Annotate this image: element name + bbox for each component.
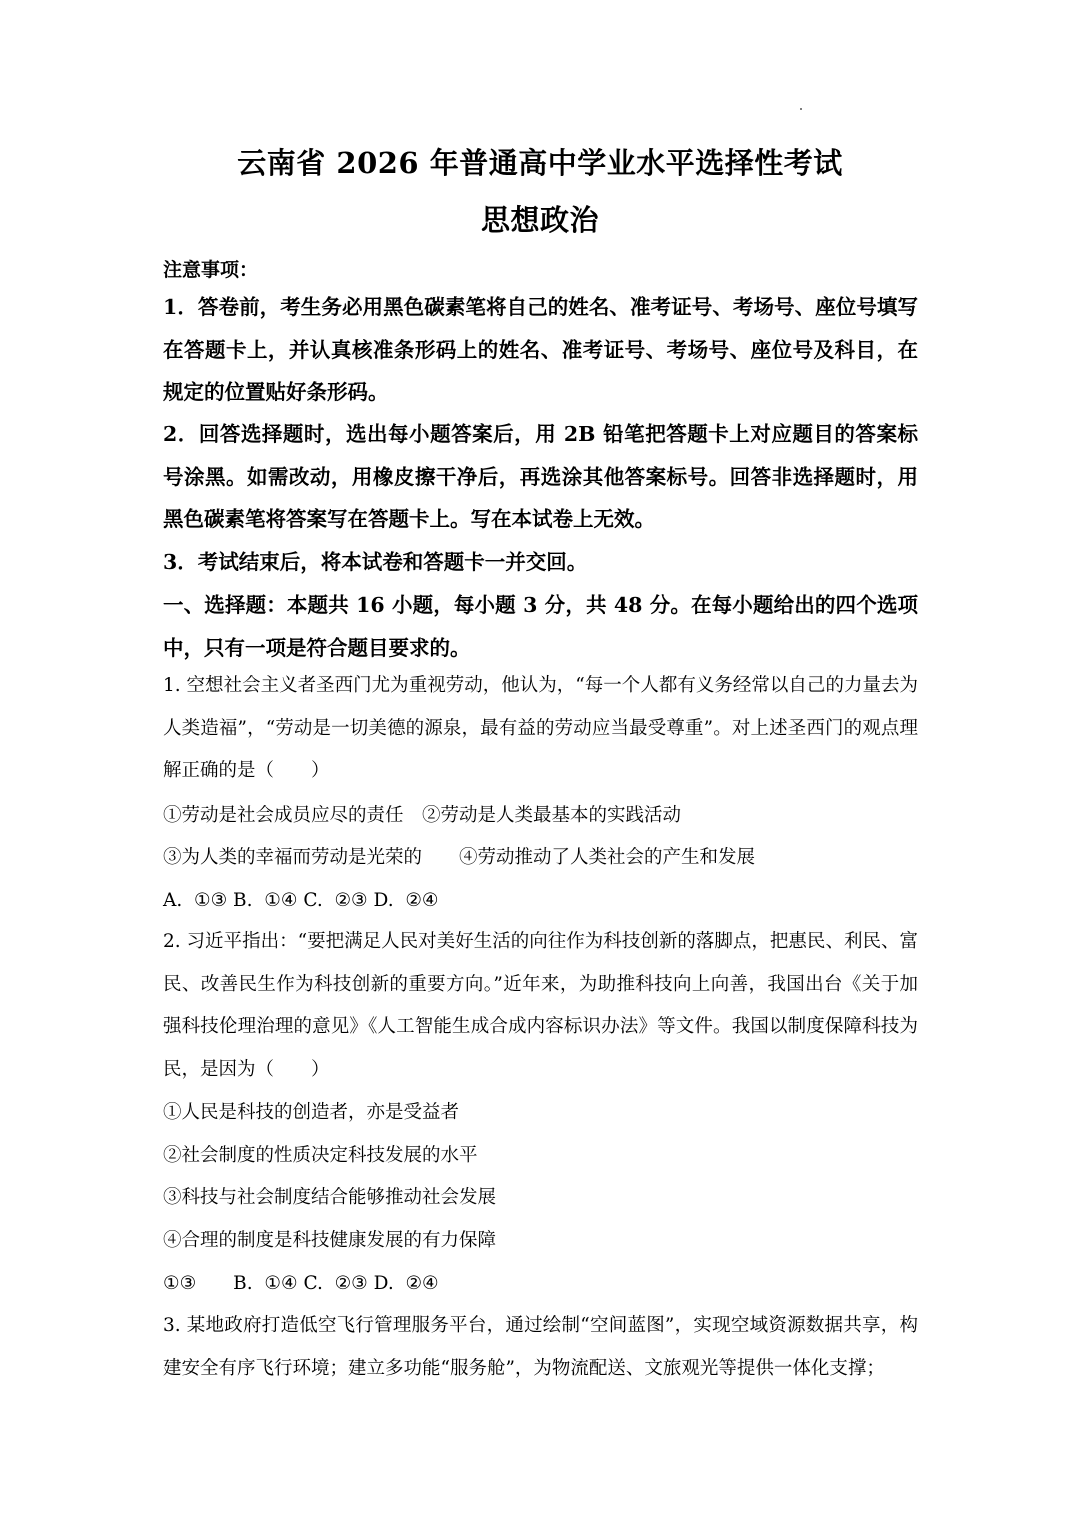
exam-subject: 思想政治 [480, 203, 599, 237]
question-2-option-3: ③科技与社会制度结合能够推动社会发展 [163, 1187, 497, 1208]
question-2-option-1: ①人民是科技的创造者，亦是受益者 [163, 1102, 460, 1123]
question-1-stem: 1. 空想社会主义者圣西门尤为重视劳动，他认为，“每一个人都有义务经常以自己的力量去为人类造福”，“劳动是一切美德的源泉，最有益的劳动应当最受尊重”。对上述圣西门的观点理解正确的是（ ） [163, 675, 918, 781]
notice-heading: 注意事项： [163, 259, 259, 281]
question-2-stem: 2. 习近平指出：“要把满足人民对美好生活的向往作为科技创新的落脚点，把惠民、利民、富民、改善民生作为科技创新的重要方向。”近年来，为助推科技向上向善，我国出台《关于加强科技伦理治理的意见》《人工智能生成合成内容标识办法》等文件。我国以制度保障科技为民，是因为（ ） [163, 931, 918, 1080]
question-1-option-a: ①劳动是社会成员应尽的责任 ②劳动是人类最基本的实践活动 [163, 805, 682, 826]
question-1-option-b: ③为人类的幸福而劳动是光荣的 ④劳动推动了人类社会的产生和发展 [163, 847, 756, 868]
question-3-stem: 3. 某地政府打造低空飞行管理服务平台，通过绘制“空间蓝图”，实现空域资源数据共享，构建安全有序飞行环境；建立多功能“服务舱”，为物流配送、文旅观光等提供一体化支撑； [163, 1315, 918, 1379]
notice-item-3: 3．考试结束后，将本试卷和答题卡一并交回。 [163, 550, 588, 574]
question-1-answers: A. ①③ B. ①④ C. ②③ D. ②④ [163, 890, 439, 911]
exam-title: 云南省 2026 年普通高中学业水平选择性考试 [237, 146, 843, 180]
question-2-answers: ①③ B. ①④ C. ②③ D. ②④ [163, 1273, 439, 1294]
notice-item-2: 2．回答选择题时，选出每小题答案后，用 2B 铅笔把答题卡上对应题目的答案标号涂黑。如需改动，用橡皮擦干净后，再选涂其他答案标号。回答非选择题时，用黑色碳素笔将答案写在答题卡上。写在本试卷上无效。 [163, 422, 918, 531]
question-2-option-4: ④合理的制度是科技健康发展的有力保障 [163, 1230, 497, 1251]
scan-speck [800, 108, 802, 110]
notice-item-1: 1．答卷前，考生务必用黑色碳素笔将自己的姓名、准考证号、考场号、座位号填写在答题卡上，并认真核准条形码上的姓名、准考证号、考场号、座位号及科目，在规定的位置贴好条形码。 [163, 295, 918, 404]
question-2-option-2: ②社会制度的性质决定科技发展的水平 [163, 1145, 478, 1166]
section-heading: 一、选择题：本题共 16 小题，每小题 3 分，共 48 分。在每小题给出的四个选项中，只有一项是符合题目要求的。 [163, 593, 918, 660]
